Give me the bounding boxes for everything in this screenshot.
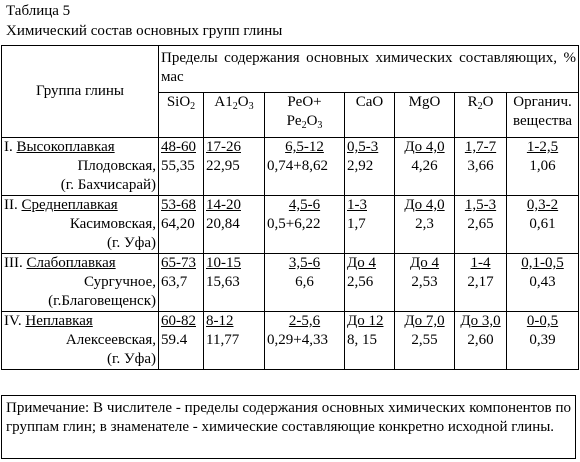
col-header-cao: CaO: [345, 93, 395, 138]
sample-name: Касимовская,: [69, 216, 156, 232]
sample-name: Алексеевская,: [65, 332, 156, 348]
value-cell: 1-4 2,17: [455, 254, 507, 312]
sample-name: Сургучное,: [84, 274, 156, 290]
col-header-mgo: MgO: [395, 93, 455, 138]
col-header-al2o3: $A1_2O_3$: [204, 93, 265, 138]
value-cell: 1,7-7 3,66: [455, 138, 507, 196]
value-cell: До 4 2,53: [395, 254, 455, 312]
value-cell: 10-15 15,63: [204, 254, 265, 312]
table-row-group-1: [2, 138, 579, 196]
sample-location: (г. Бахчисарай): [60, 177, 156, 193]
value-cell: 3,5-6 6,6: [265, 254, 345, 312]
value-cell: 1,5-3 2,65: [455, 196, 507, 254]
composition-table: [1, 45, 579, 370]
value-cell: До 12 8, 15: [345, 312, 395, 370]
content-header: Пределы содержания основных химических составляющих, % мас: [159, 46, 579, 93]
table-row-group-3: [2, 254, 579, 312]
group-name: Неплавкая: [25, 313, 93, 329]
value-cell: 4,5-6 0,5+6,22: [265, 196, 345, 254]
value-cell: 0,3-2 0,61: [507, 196, 579, 254]
value-cell: 6,5-12 0,74+8,62: [265, 138, 345, 196]
group-cell: III. Слабоплавкая Сургучное, (г.Благовещенск): [2, 254, 159, 312]
value-cell: До 4,0 2,3: [395, 196, 455, 254]
value-cell: 1-3 1,7: [345, 196, 395, 254]
col-header-organic: Органич. вещества: [507, 93, 579, 138]
value-cell: 65-73 63,7: [159, 254, 204, 312]
value-cell: До 4,0 4,26: [395, 138, 455, 196]
group-name: Слабоплавкая: [26, 255, 116, 271]
group-name: Среднеплавкая: [21, 197, 118, 213]
group-cell: II. Среднеплавкая Касимовская, (г. Уфа): [2, 196, 159, 254]
table-number: Таблица 5: [6, 3, 71, 19]
sample-location: (г.Благовещенск): [48, 293, 156, 309]
table-note: Примечание: В числителе - пределы содержания основных химических компонентов по группам глин; в знаменателе - химические составляющие конкретно исходной глины.: [1, 395, 576, 459]
value-cell: 48-60 55,35: [159, 138, 204, 196]
col-header-r2o: $R_2O$: [455, 93, 507, 138]
group-cell: IV. Неплавкая Алексеевская, (г. Уфа): [2, 312, 159, 370]
value-cell: 2-5,6 0,29+4,33: [265, 312, 345, 370]
value-cell: До 7,0 2,55: [395, 312, 455, 370]
sample-location: (г. Уфа): [107, 235, 156, 251]
value-cell: До 4 2,56: [345, 254, 395, 312]
value-cell: 0,1-0,5 0,43: [507, 254, 579, 312]
sample-location: (г. Уфа): [107, 351, 156, 367]
group-name: Высокоплавкая: [16, 139, 115, 155]
value-cell: 1-2,5 1,06: [507, 138, 579, 196]
value-cell: 8-12 11,77: [204, 312, 265, 370]
sample-name: Плодовская,: [77, 158, 156, 174]
value-cell: 17-26 22,95: [204, 138, 265, 196]
value-cell: 14-20 20,84: [204, 196, 265, 254]
value-cell: 0-0,5 0,39: [507, 312, 579, 370]
table-row-group-2: [2, 196, 579, 254]
col-header-sio2: SiO$_2$: [159, 93, 204, 138]
table-title: Химический состав основных групп глины: [6, 23, 283, 39]
value-cell: 0,5-3 2,92: [345, 138, 395, 196]
value-cell: До 3,0 2,60: [455, 312, 507, 370]
table-row-group-4: [2, 312, 579, 370]
value-cell: 60-82 59.4: [159, 312, 204, 370]
group-cell: I. Высокоплавкая Плодовская, (г. Бахчисарай): [2, 138, 159, 196]
group-column-header: Группа глины: [2, 46, 159, 138]
col-header-feo-fe2o3: PeO+ $Pe_2O_3$: [265, 93, 345, 138]
value-cell: 53-68 64,20: [159, 196, 204, 254]
